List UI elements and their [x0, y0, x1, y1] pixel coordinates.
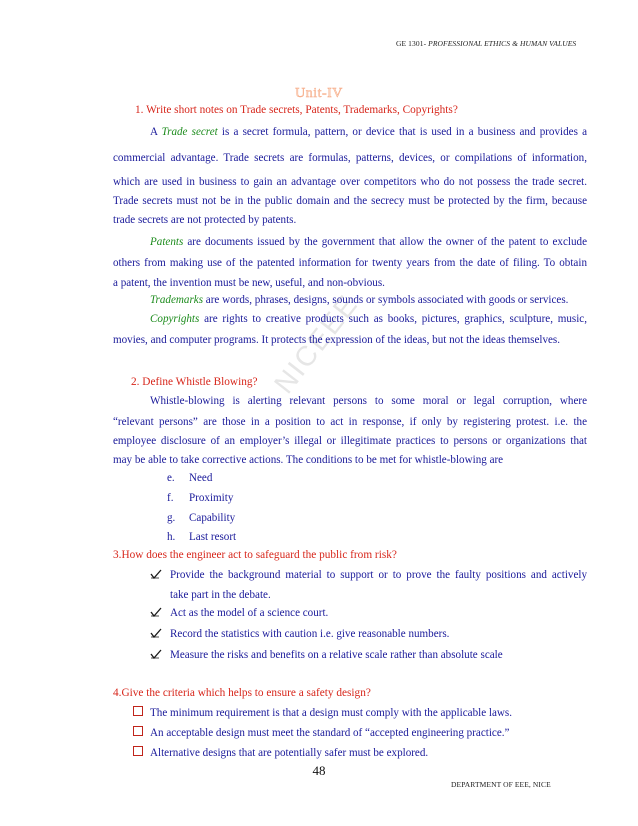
safety-bullet-3: Alternative designs that are potentially safer must be explored.	[150, 747, 429, 759]
trade-secret-line-2: commercial advantage. Trade secrets are formulas, patterns, devices, or compilations of information,	[113, 152, 587, 164]
check-icon	[150, 603, 162, 623]
risk-bullet-2: Act as the model of a science court.	[170, 607, 329, 619]
copyrights-line-2: movies, and computer programs. It protects the expression of the ideas, but not the ideas themselves.	[113, 334, 561, 346]
patents-line-1	[150, 232, 587, 252]
watermark: NICEEE	[268, 288, 364, 400]
item-text: Capability	[189, 512, 236, 524]
whistle-line-1: Whistle-blowing is alerting relevant persons to some moral or legal corruption, where	[150, 395, 587, 407]
trade-secret-line-3: which are used in business to gain an advantage over competitors who do not possess the trade secret.	[113, 176, 587, 188]
item-letter: g.	[167, 512, 176, 524]
text: is a secret formula, pattern, or device that is used in a business and provides a	[217, 126, 587, 138]
safety-bullet-1: The minimum requirement is that a design must comply with the applicable laws.	[150, 707, 513, 719]
item-letter: f.	[167, 492, 174, 504]
patents-term: Patents	[150, 236, 184, 248]
trademarks-line	[150, 290, 568, 310]
question-1-title: 1. Write short notes on Trade secrets, Patents, Trademarks, Copyrights?	[135, 104, 458, 116]
header-prefix: GE 1301-	[396, 39, 429, 48]
checkbox-icon	[133, 743, 143, 763]
safety-bullet-2: An acceptable design must meet the standard of “accepted engineering practice.”	[150, 727, 510, 739]
text: A	[150, 126, 162, 138]
whistle-line-2: “relevant persons” are those in a position to act in response, if only by registering protest. i.e. the	[113, 416, 587, 428]
patents-line-3: a patent, the invention must be new, useful, and non-obvious.	[113, 277, 385, 289]
trade-secret-line-4: Trade secrets must not be in the public domain and the secrecy must be protected by the firm, because	[113, 195, 587, 207]
header-course: PROFESSIONAL ETHICS & HUMAN VALUES	[428, 39, 577, 48]
list-item	[167, 527, 236, 547]
whistle-line-4: may be able to take corrective actions. The conditions to be met for whistle-blowing are	[113, 454, 504, 466]
patents-line-2: others from making use of the patented information for twenty years from the date of filing. To obtain	[113, 257, 587, 269]
risk-bullet-1-line-2: take part in the debate.	[170, 589, 271, 601]
item-letter: h.	[167, 531, 176, 543]
check-icon	[150, 645, 162, 665]
whistle-line-3: employee disclosure of an employer’s illegal or illegitimate practices to persons or organizations that	[113, 435, 587, 447]
text: are rights to creative products such as books, pictures, graphics, sculpture, music,	[199, 313, 587, 325]
page-number: 48	[312, 763, 326, 778]
trade-secret-line-1	[150, 122, 587, 142]
checkbox-icon	[133, 723, 143, 743]
list-item	[167, 508, 235, 528]
copyrights-term: Copyrights	[150, 313, 200, 325]
list-item	[167, 468, 212, 488]
checkbox-icon	[133, 703, 143, 723]
text: are documents issued by the government that allow the owner of the patent to exclude	[183, 236, 587, 248]
risk-bullet-3: Record the statistics with caution i.e. give reasonable numbers.	[170, 628, 450, 640]
question-4-title: 4.Give the criteria which helps to ensure a safety design?	[113, 687, 371, 699]
trade-secret-line-5: trade secrets are not protected by patents.	[113, 214, 297, 226]
check-icon	[150, 624, 162, 644]
item-text: Proximity	[189, 492, 234, 504]
question-3-title: 3.How does the engineer act to safeguard the public from risk?	[113, 549, 397, 561]
risk-bullet-1-line-1: Provide the background material to support or to prove the faulty positions and actively	[170, 569, 587, 581]
trade-secret-term: Trade secret	[161, 126, 218, 138]
question-2-title: 2. Define Whistle Blowing?	[131, 376, 258, 388]
text: are words, phrases, designs, sounds or symbols associated with goods or services.	[203, 294, 569, 306]
check-icon	[150, 565, 162, 585]
copyrights-line-1	[150, 309, 587, 329]
check-icon	[150, 569, 162, 579]
list-item	[167, 488, 233, 508]
item-text: Need	[189, 472, 213, 484]
check-icon	[150, 649, 162, 659]
checkbox-icon	[133, 706, 143, 716]
trademarks-term: Trademarks	[150, 294, 204, 306]
check-icon	[150, 628, 162, 638]
page-header	[396, 39, 576, 48]
page-footer: DEPARTMENT OF EEE, NICE	[451, 780, 551, 789]
unit-title: Unit-IV	[295, 86, 343, 101]
checkbox-icon	[133, 746, 143, 756]
checkbox-icon	[133, 726, 143, 736]
item-letter: e.	[167, 472, 175, 484]
check-icon	[150, 607, 162, 617]
risk-bullet-4: Measure the risks and benefits on a relative scale rather than absolute scale	[170, 649, 503, 661]
item-text: Last resort	[189, 531, 237, 543]
